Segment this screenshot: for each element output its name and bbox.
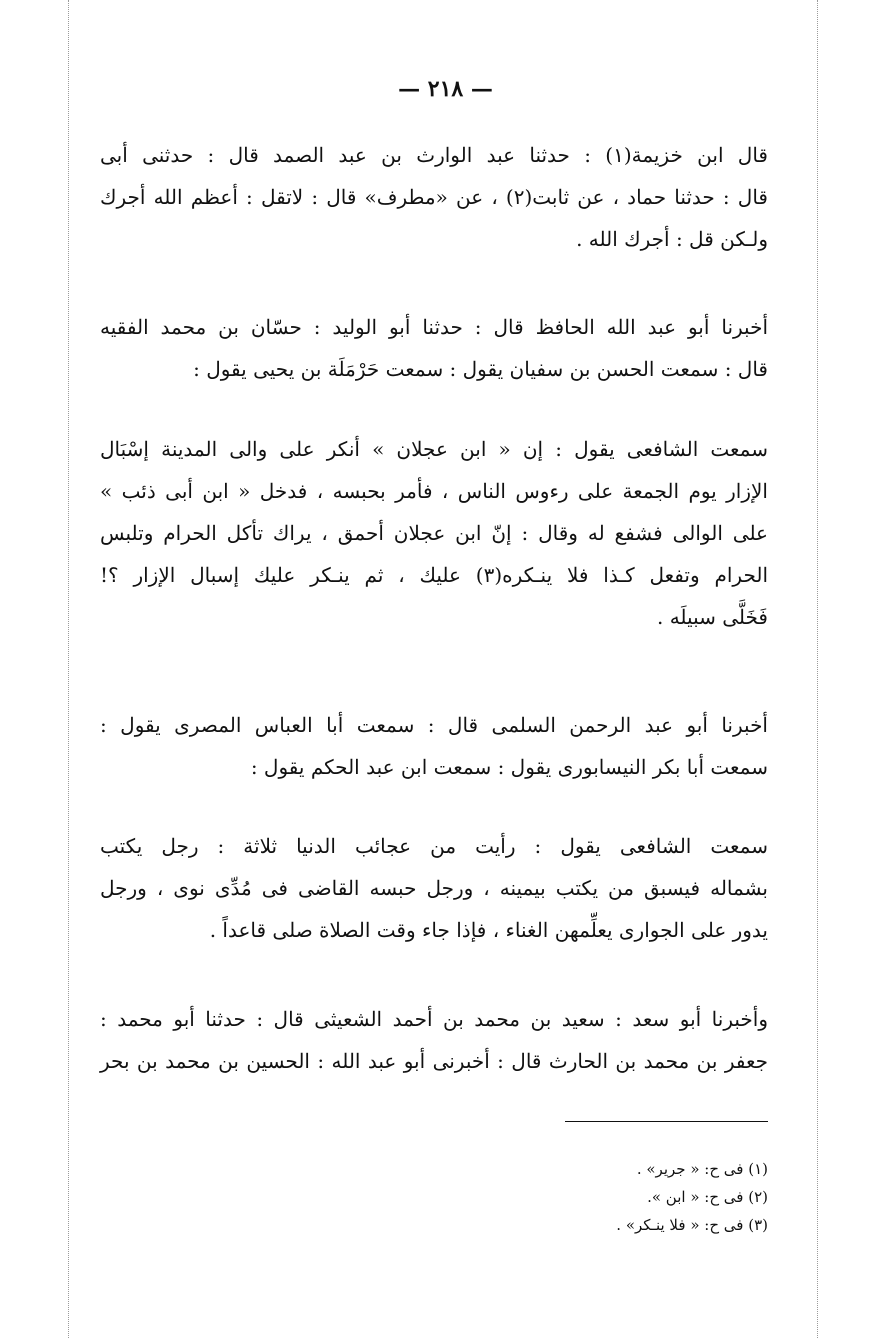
paragraph-line: سمعت الشافعى يقول : إن « ابن عجلان » أنكر على والى المدينة إسْبَال	[100, 437, 768, 461]
paragraph-line: على الوالى فشفع له وقال : إنّ ابن عجلان أحمق ، يراك تأكل الحرام وتلبس	[100, 521, 768, 545]
paragraph-line: قال ابن خزيمة(١) : حدثنا عبد الوارث بن عبد الصمد قال : حدثنى أبى	[100, 143, 768, 167]
paragraph-line: سمعت الشافعى يقول : رأيت من عجائب الدنيا ثلاثة : رجل يكتب	[100, 834, 768, 858]
paragraph-line: وأخبرنا أبو سعد : سعيد بن محمد بن أحمد الشعيثى قال : حدثنا أبو محمد :	[100, 1007, 768, 1031]
paragraph-line: يدور على الجوارى يعلِّمهن الغناء ، فإذا جاء وقت الصلاة صلى قاعداً .	[209, 918, 768, 942]
right-margin-dotted-line	[817, 0, 818, 1338]
footnote-3: (٣) فى ح: « فلا ينـكر» .	[616, 1216, 768, 1234]
paragraph-line: قال : سمعت الحسن بن سفيان يقول : سمعت حَرْمَلَة بن يحيى يقول :	[193, 357, 768, 381]
paragraph-line: الإزار يوم الجمعة على رءوس الناس ، فأمر بحبسه ، فدخل « ابن أبى ذئب »	[100, 479, 768, 503]
paragraph-line: جعفر بن محمد بن الحارث قال : أخبرنى أبو عبد الله : الحسين بن محمد بن بحر	[100, 1049, 768, 1073]
paragraph-5	[100, 825, 768, 951]
left-margin-dotted-line	[68, 0, 69, 1338]
paragraph-line: الحرام وتفعل كـذا فلا ينـكره(٣) عليك ، ثم ينـكر عليك إسبال الإزار ؟!	[100, 563, 768, 587]
footnote-1: (١) فى ح: « جرير» .	[636, 1160, 768, 1178]
footnote-separator	[565, 1121, 768, 1122]
paragraph-line: قال : حدثنا حماد ، عن ثابت(٢) ، عن «مطرف» قال : لاتقل : أعظم الله أجرك	[100, 185, 768, 209]
footnotes	[100, 1155, 768, 1239]
paragraph-4	[100, 704, 768, 788]
paragraph-2	[100, 306, 768, 390]
paragraph-line: ولـكن قل : أجرك الله .	[576, 227, 768, 251]
paragraph-line: فَخَلَّى سبيلَه .	[656, 605, 768, 629]
footnote-2: (٢) فى ح: « ابن ».	[647, 1188, 768, 1206]
paragraph-line: بشماله فيسبق من يكتب بيمينه ، ورجل حبسه القاضى فى مُدِّى نوى ، ورجل	[100, 876, 768, 900]
paragraph-3	[100, 428, 768, 638]
page-number: — ٢١٨ —	[398, 76, 493, 102]
paragraph-line: أخبرنا أبو عبد الله الحافظ قال : حدثنا أبو الوليد : حسّان بن محمد الفقيه	[100, 315, 768, 339]
paragraph-1	[100, 134, 768, 260]
paragraph-6	[100, 998, 768, 1082]
paragraph-line: سمعت أبا بكر النيسابورى يقول : سمعت ابن عبد الحكم يقول :	[250, 755, 768, 779]
paragraph-line: أخبرنا أبو عبد الرحمن السلمى قال : سمعت أبا العباس المصرى يقول :	[100, 713, 768, 737]
